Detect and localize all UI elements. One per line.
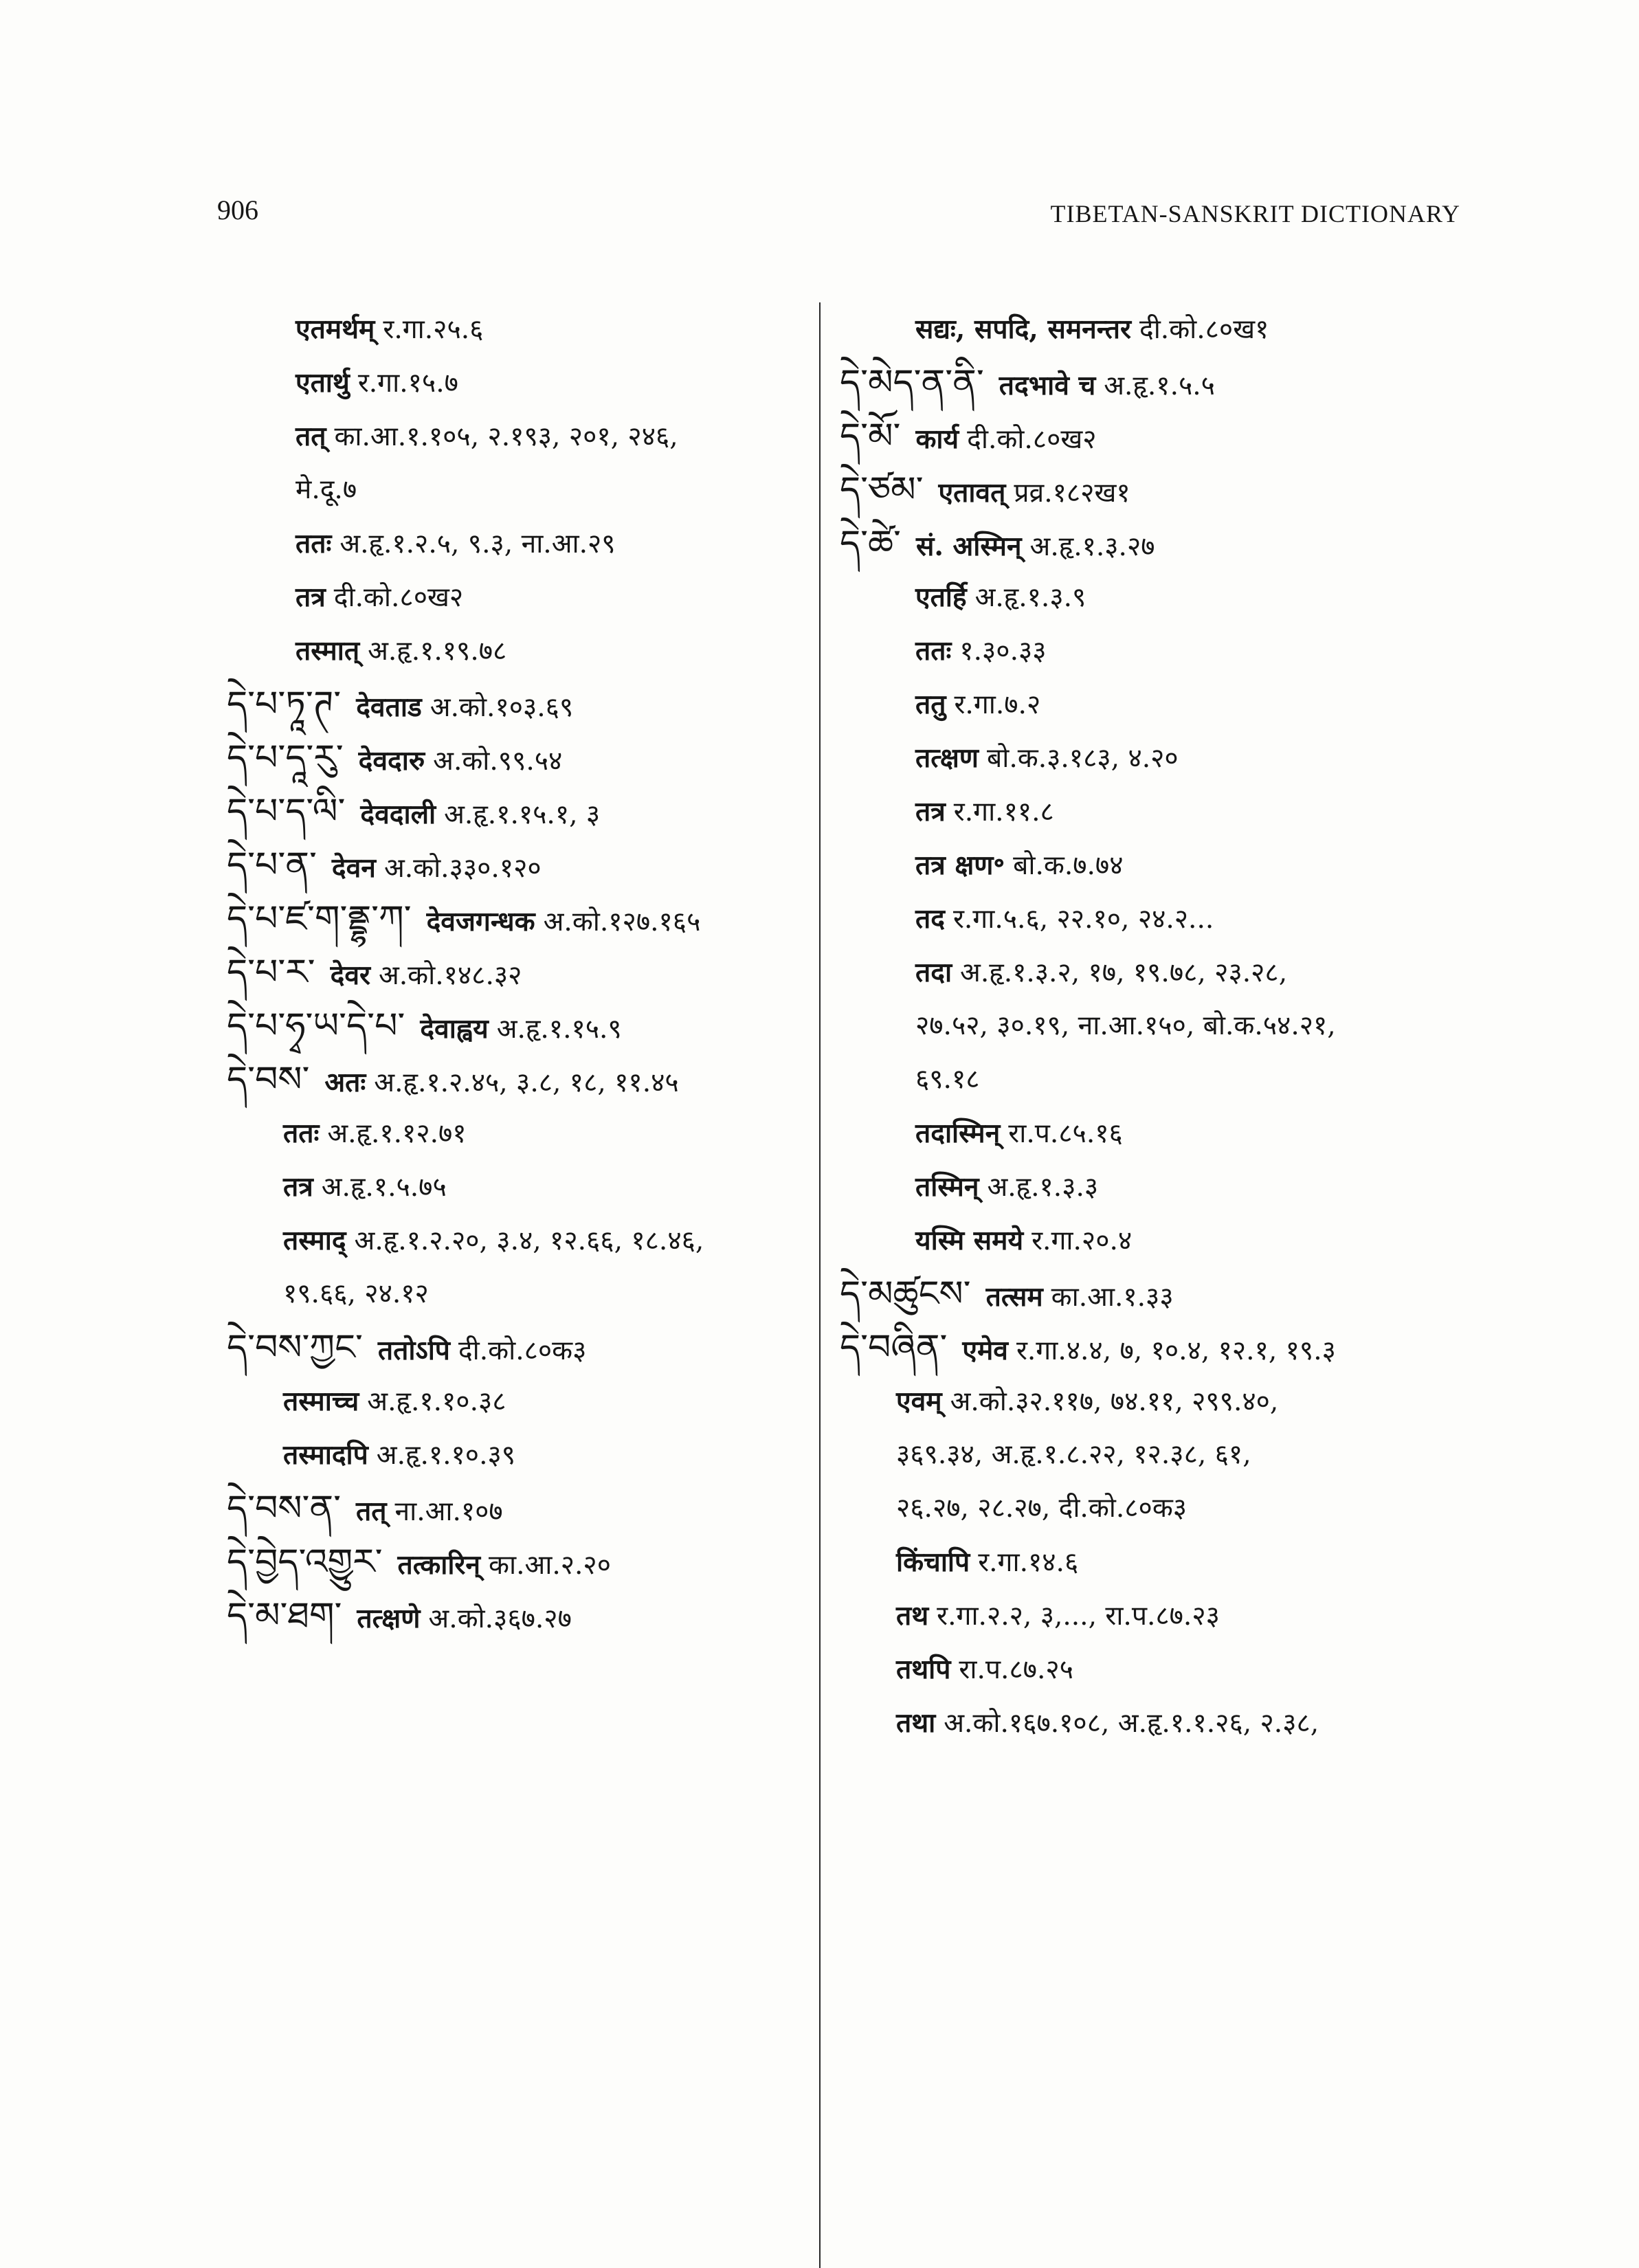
dictionary-entry-line bbox=[840, 892, 1458, 946]
source-reference: र.गा.१५.७ bbox=[357, 368, 458, 399]
dictionary-entry-line bbox=[227, 356, 818, 410]
dictionary-entry-line bbox=[227, 838, 818, 892]
source-reference: अ.को.३६७.२७ bbox=[428, 1603, 572, 1634]
dictionary-entry-line bbox=[840, 356, 1458, 410]
dictionary-entry-line bbox=[840, 1160, 1458, 1214]
tibetan-headword: དེ་བྱེད་འགྱུར་ bbox=[227, 1542, 383, 1583]
source-reference: अ.को.१६७.१०८, अ.हृ.१.१.२६, २.३८, bbox=[944, 1708, 1319, 1739]
dictionary-entry-line bbox=[227, 410, 818, 463]
source-reference: प्रव्र.१८२ख१ bbox=[1014, 478, 1130, 509]
source-reference: मे.दू.७ bbox=[296, 474, 357, 505]
source-reference: अ.को.१२७.१६५ bbox=[543, 907, 701, 937]
dictionary-entry-line bbox=[840, 1053, 1458, 1107]
dictionary-entry-line bbox=[840, 1428, 1458, 1482]
sanskrit-equivalent: ततः bbox=[283, 1118, 320, 1149]
sanskrit-equivalent: तत् bbox=[355, 1496, 387, 1527]
sanskrit-equivalent: तत्र bbox=[915, 796, 946, 827]
source-reference: दी.को.८०क३ bbox=[458, 1335, 587, 1366]
dictionary-entry-line bbox=[227, 785, 818, 838]
source-reference: का.आ.१.३३ bbox=[1051, 1282, 1174, 1313]
source-reference: ना.आ.१०७ bbox=[394, 1496, 503, 1527]
tibetan-headword: དེ་པ་ཧྭ་ཡ་དེ་པ་ bbox=[227, 1005, 405, 1047]
dictionary-entry-line bbox=[840, 731, 1458, 785]
tibetan-headword: དེ་བཞིན་ bbox=[840, 1327, 948, 1368]
source-reference: बो.क.७.७४ bbox=[1013, 850, 1124, 881]
sanskrit-equivalent: ततः bbox=[296, 528, 332, 559]
source-reference: र.गा.११.८ bbox=[953, 797, 1054, 827]
sanskrit-equivalent: तस्मादपि bbox=[283, 1439, 368, 1471]
sanskrit-equivalent: तदभावे च bbox=[999, 370, 1096, 401]
sanskrit-equivalent: देवताड bbox=[356, 691, 422, 723]
source-reference: अ.हृ.१.२.२०, ३.४, १२.६६, १८.४६, bbox=[354, 1225, 704, 1256]
source-reference: अ.हृ.१.१०.३९ bbox=[376, 1440, 516, 1471]
dictionary-entry-line bbox=[840, 1214, 1458, 1267]
dictionary-entry-line bbox=[227, 1428, 818, 1482]
dictionary-entry-line bbox=[227, 1535, 818, 1589]
sanskrit-equivalent: एतावत् bbox=[938, 477, 1006, 509]
left-column bbox=[227, 302, 818, 1643]
dictionary-entry-line bbox=[227, 1589, 818, 1643]
dictionary-entry-line bbox=[227, 624, 818, 678]
source-reference: रा.प.८७.२५ bbox=[959, 1654, 1073, 1685]
dictionary-entry-line bbox=[227, 302, 818, 356]
tibetan-headword: དེ་པ་ན་ bbox=[227, 845, 317, 886]
dictionary-entry-line bbox=[227, 517, 818, 570]
source-reference: का.आ.२.२० bbox=[489, 1550, 611, 1581]
source-reference: अ.को.३३०.१२० bbox=[383, 853, 542, 884]
sanskrit-equivalent: तदा bbox=[915, 957, 952, 988]
tibetan-headword: དེ་པ་ཏཱ་ཊ་ bbox=[227, 684, 342, 725]
source-reference: अ.हृ.१.३.३ bbox=[987, 1172, 1099, 1203]
source-reference: २६.२७, २८.२७, दी.को.८०क३ bbox=[896, 1493, 1188, 1524]
tibetan-headword: དེ་མཚུངས་ bbox=[840, 1274, 971, 1315]
source-reference: रा.प.८५.१६ bbox=[1008, 1118, 1123, 1149]
source-reference: र.गा.२०.४ bbox=[1032, 1225, 1133, 1256]
sanskrit-equivalent: देवजगन्धक bbox=[426, 906, 535, 937]
dictionary-entry-line bbox=[840, 785, 1458, 838]
dictionary-entry-line bbox=[840, 463, 1458, 517]
tibetan-headword: དེ་ཚེ་ bbox=[840, 523, 901, 564]
tibetan-headword: དེ་པ་ར་ bbox=[227, 952, 315, 993]
sanskrit-equivalent: तस्माच्च bbox=[283, 1386, 359, 1417]
source-reference: ६९.१८ bbox=[915, 1064, 980, 1095]
source-reference: दी.को.८०ख१ bbox=[1139, 314, 1269, 345]
source-reference: अ.हृ.१.१०.३८ bbox=[367, 1386, 506, 1417]
source-reference: अ.हृ.१.२.५, ९.३, ना.आ.२९ bbox=[339, 529, 616, 559]
dictionary-entry-line bbox=[227, 999, 818, 1053]
source-reference: अ.हृ.१.१२.७१ bbox=[327, 1118, 467, 1149]
sanskrit-equivalent: देवाह्वय bbox=[420, 1013, 489, 1045]
sanskrit-equivalent: देवन bbox=[331, 852, 376, 884]
source-reference: दी.को.८०ख२ bbox=[333, 582, 464, 613]
dictionary-entry-line bbox=[227, 1107, 818, 1160]
tibetan-headword: དེ་མོ་ bbox=[840, 416, 901, 457]
tibetan-headword: དེ་མེད་ན་ནི་ bbox=[840, 362, 984, 403]
dictionary-entry-line bbox=[840, 1696, 1458, 1750]
sanskrit-equivalent: एतर्हि bbox=[915, 581, 967, 613]
source-reference: र.गा.४.४, ७, १०.४, १२.१, १९.३ bbox=[1016, 1335, 1336, 1366]
sanskrit-equivalent: तदास्मिन् bbox=[915, 1118, 1001, 1149]
page-number: 906 bbox=[217, 194, 258, 225]
sanskrit-equivalent: तत्क्षण bbox=[915, 742, 979, 774]
dictionary-entry-line bbox=[840, 1482, 1458, 1535]
source-reference: १.३०.३३ bbox=[959, 636, 1047, 667]
sanskrit-equivalent: तथ bbox=[896, 1600, 929, 1632]
dictionary-entry-line bbox=[840, 1267, 1458, 1321]
dictionary-entry-line bbox=[227, 463, 818, 517]
tibetan-headword: དེ་པ་དཱ་རུ་ bbox=[227, 737, 344, 779]
sanskrit-equivalent: तत्कारिन् bbox=[397, 1549, 481, 1581]
tibetan-headword: དེ་བས་ bbox=[227, 1059, 310, 1100]
sanskrit-equivalent: एतमर्थम् bbox=[296, 313, 375, 345]
source-reference: अ.हृ.१.१९.७८ bbox=[368, 636, 507, 667]
dictionary-entry-line bbox=[840, 570, 1458, 624]
sanskrit-equivalent: किंचापि bbox=[896, 1546, 970, 1578]
source-reference: अ.हृ.१.३.२७ bbox=[1029, 531, 1155, 562]
column-divider bbox=[819, 302, 821, 2268]
dictionary-entry-line bbox=[840, 1321, 1458, 1375]
dictionary-entry-line bbox=[840, 946, 1458, 999]
source-reference: २७.५२, ३०.१९, ना.आ.१५०, बो.क.५४.२१, bbox=[915, 1010, 1336, 1041]
dictionary-entry-line bbox=[227, 1375, 818, 1428]
sanskrit-equivalent: एवम् bbox=[896, 1386, 942, 1417]
sanskrit-equivalent: तथा bbox=[896, 1707, 936, 1739]
sanskrit-equivalent: देवर bbox=[330, 959, 370, 991]
source-reference: १९.६६, २४.१२ bbox=[283, 1278, 429, 1309]
running-title: TIBETAN-SANSKRIT DICTIONARY bbox=[1050, 200, 1460, 227]
dictionary-entry-line bbox=[227, 570, 818, 624]
sanskrit-equivalent: तत्सम bbox=[985, 1281, 1043, 1313]
source-reference: अ.हृ.१.१५.१, ३ bbox=[444, 799, 601, 830]
source-reference: अ.हृ.१.५.५ bbox=[1104, 370, 1215, 401]
sanskrit-equivalent: एतार्थु bbox=[296, 367, 350, 399]
source-reference: अ.हृ.१.५.७५ bbox=[321, 1172, 447, 1203]
dictionary-entry-line bbox=[227, 1482, 818, 1535]
source-reference: ३६९.३४, अ.हृ.१.८.२२, १२.३८, ६१, bbox=[896, 1439, 1251, 1470]
dictionary-entry-line bbox=[840, 1375, 1458, 1428]
tibetan-headword: དེ་ཙམ་ bbox=[840, 469, 924, 511]
sanskrit-equivalent: तत्र bbox=[283, 1171, 313, 1203]
sanskrit-equivalent: ततोऽपि bbox=[377, 1335, 450, 1366]
sanskrit-equivalent: ततु bbox=[915, 689, 946, 720]
sanskrit-equivalent: तस्मात् bbox=[296, 635, 360, 667]
source-reference: अ.को.१०३.६९ bbox=[430, 692, 574, 723]
source-reference: अ.हृ.१.३.२, १७, १९.७८, २३.२८, bbox=[960, 957, 1288, 988]
source-reference: बो.क.३.१८३, ४.२० bbox=[987, 743, 1179, 774]
sanskrit-equivalent: तथपि bbox=[896, 1654, 951, 1685]
tibetan-headword: དེ་པ་ཛ་ག་ནྡྷ་ཀ་ bbox=[227, 898, 412, 940]
sanskrit-equivalent: तत्र bbox=[296, 581, 326, 613]
tibetan-headword: དེ་མ་ཐག་ bbox=[227, 1595, 342, 1636]
dictionary-entry-line bbox=[227, 1267, 818, 1321]
dictionary-entry-line bbox=[840, 517, 1458, 570]
source-reference: र.गा.२५.६ bbox=[383, 314, 484, 345]
dictionary-entry-line bbox=[227, 1053, 818, 1107]
dictionary-entry-line bbox=[227, 892, 818, 946]
dictionary-entry-line bbox=[840, 1589, 1458, 1643]
sanskrit-equivalent: अतः bbox=[324, 1067, 366, 1098]
dictionary-entry-line bbox=[840, 302, 1458, 356]
sanskrit-equivalent: तस्मिन् bbox=[915, 1171, 979, 1203]
source-reference: र.गा.२.२, ३,..., रा.प.८७.२३ bbox=[937, 1601, 1220, 1632]
source-reference: र.गा.५.६, २२.१०, २४.२... bbox=[952, 904, 1214, 935]
source-reference: र.गा.१४.६ bbox=[978, 1547, 1079, 1578]
dictionary-entry-line bbox=[840, 410, 1458, 463]
tibetan-headword: དེ་པ་ད་ལི་ bbox=[227, 791, 346, 832]
dictionary-entry-line bbox=[840, 1107, 1458, 1160]
dictionary-entry-line bbox=[840, 624, 1458, 678]
tibetan-headword: དེ་བས་ཀྱང་ bbox=[227, 1327, 363, 1368]
dictionary-entry-line bbox=[840, 678, 1458, 731]
sanskrit-equivalent: सं. अस्मिन् bbox=[915, 531, 1022, 562]
source-reference: अ.हृ.१.१५.९ bbox=[496, 1014, 622, 1045]
dictionary-entry-line bbox=[227, 1321, 818, 1375]
sanskrit-equivalent: तद bbox=[915, 903, 945, 935]
dictionary-entry-line bbox=[227, 1214, 818, 1267]
source-reference: अ.हृ.१.३.९ bbox=[974, 582, 1086, 613]
sanskrit-equivalent: यस्मि समये bbox=[915, 1225, 1024, 1256]
source-reference: अ.हृ.१.२.४५, ३.८, १८, ११.४५ bbox=[374, 1067, 679, 1098]
sanskrit-equivalent: देवदाली bbox=[360, 799, 436, 830]
source-reference: अ.को.९९.५४ bbox=[433, 746, 563, 777]
dictionary-entry-line bbox=[840, 838, 1458, 892]
sanskrit-equivalent: तत्क्षणे bbox=[357, 1603, 421, 1634]
dictionary-entry-line bbox=[840, 1643, 1458, 1696]
sanskrit-equivalent: कार्य bbox=[915, 423, 959, 455]
dictionary-entry-line bbox=[227, 946, 818, 999]
sanskrit-equivalent: तत् bbox=[296, 421, 326, 452]
tibetan-headword: དེ་བས་ན་ bbox=[227, 1488, 341, 1529]
sanskrit-equivalent: एमेव bbox=[962, 1335, 1008, 1366]
right-column bbox=[840, 302, 1458, 1750]
dictionary-entry-line bbox=[840, 999, 1458, 1053]
dictionary-entry-line bbox=[227, 678, 818, 731]
sanskrit-equivalent: सद्यः, सपदि, समनन्तर bbox=[915, 313, 1131, 345]
sanskrit-equivalent: ततः bbox=[915, 635, 952, 667]
source-reference: का.आ.१.१०५, २.१९३, २०१, २४६, bbox=[334, 421, 678, 452]
dictionary-entry-line bbox=[227, 1160, 818, 1214]
source-reference: अ.को.३२.११७, ७४.११, २९९.४०, bbox=[950, 1386, 1279, 1417]
sanskrit-equivalent: देवदारु bbox=[358, 745, 425, 777]
sanskrit-equivalent: तत्र क्षण॰ bbox=[915, 849, 1005, 881]
source-reference: र.गा.७.२ bbox=[954, 689, 1041, 720]
dictionary-entry-line bbox=[840, 1535, 1458, 1589]
source-reference: दी.को.८०ख२ bbox=[967, 424, 1097, 455]
source-reference: अ.को.१४८.३२ bbox=[378, 960, 522, 991]
dictionary-entry-line bbox=[227, 731, 818, 785]
sanskrit-equivalent: तस्माद् bbox=[283, 1225, 346, 1256]
